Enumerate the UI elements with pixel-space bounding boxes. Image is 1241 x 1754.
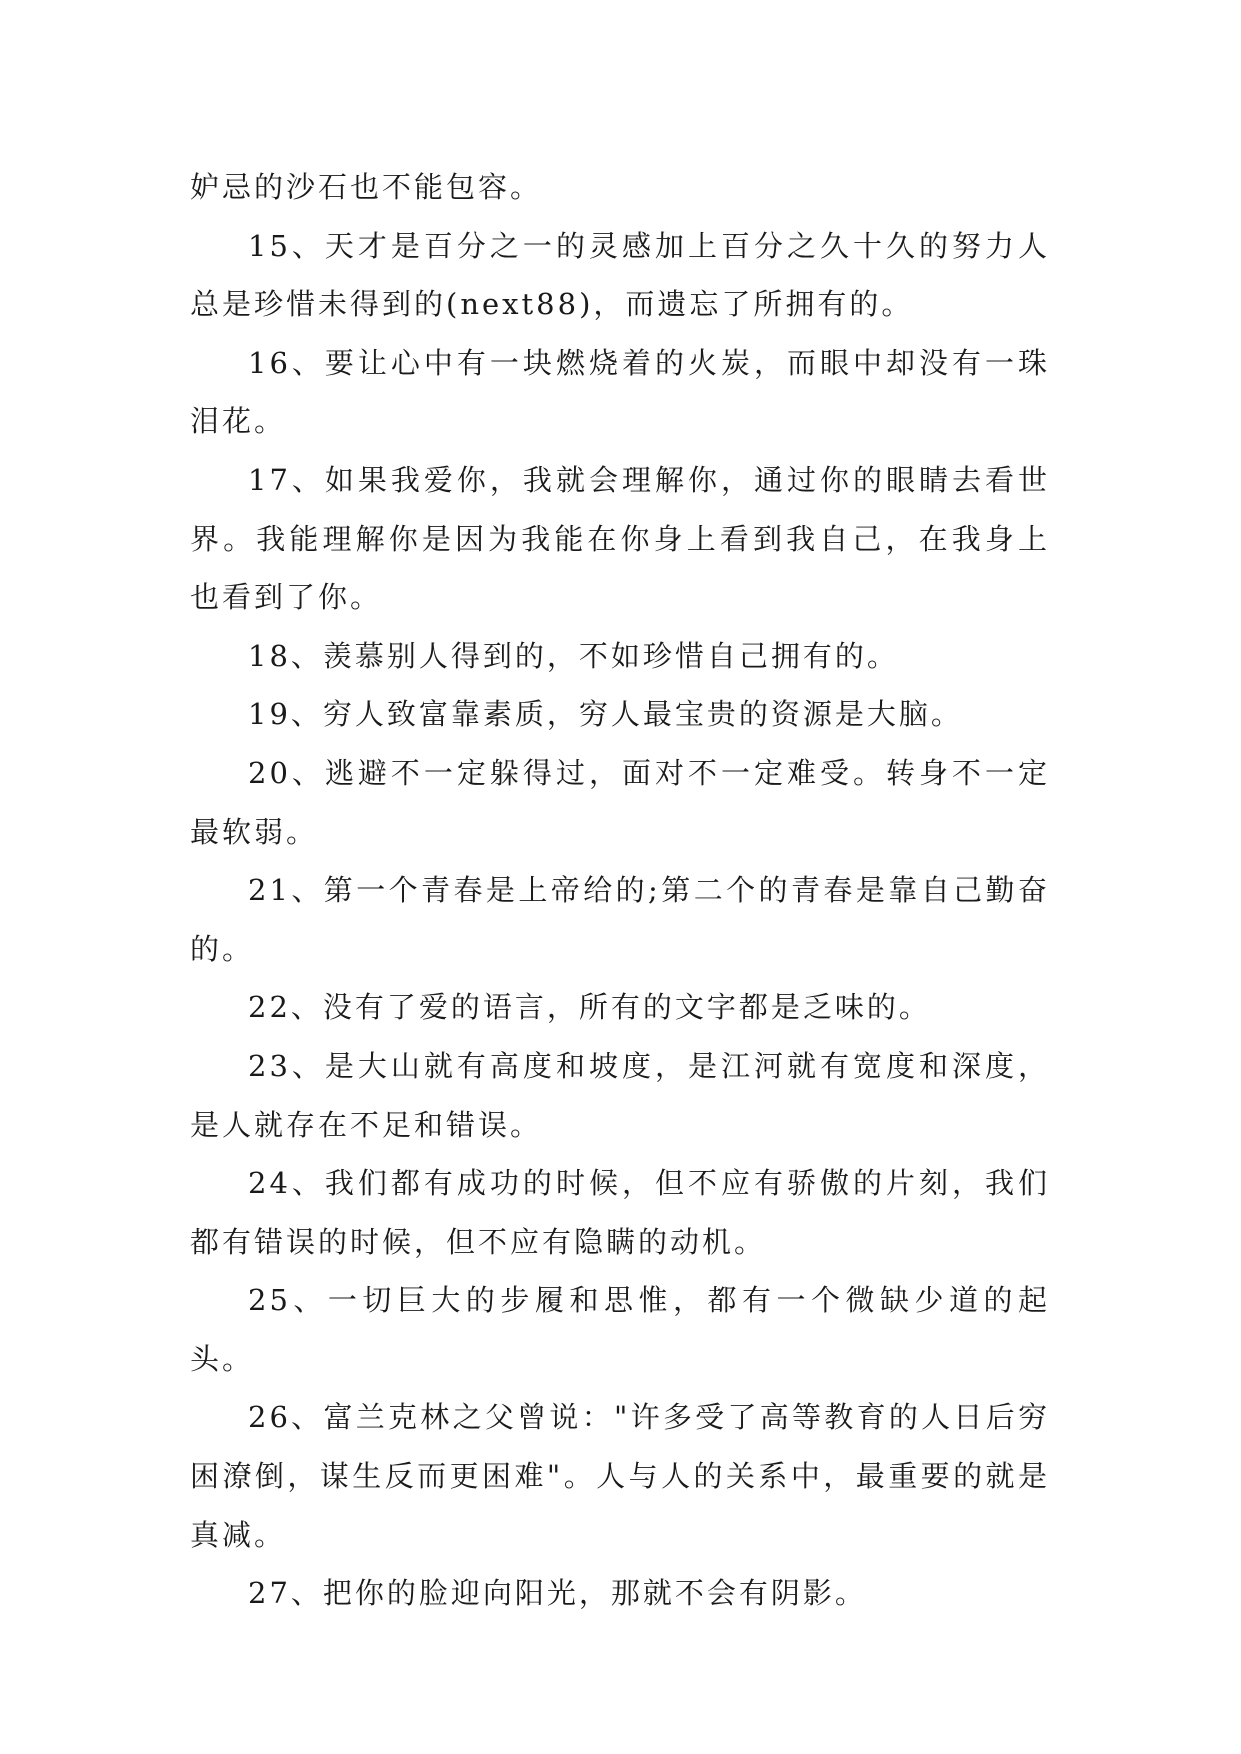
quote-24: 24、我们都有成功的时候，但不应有骄傲的片刻，我们都有错误的时候，但不应有隐瞒的动机。 [190,1166,1050,1259]
quote-21: 21、第一个青春是上帝给的;第二个的青春是靠自己勤奋的。 [190,873,1050,966]
quote-19: 19、穷人致富靠素质，穷人最宝贵的资源是大脑。 [248,697,963,732]
quote-16: 16、要让心中有一块燃烧着的火炭，而眼中却没有一珠泪花。 [190,345,1050,439]
quote-25: 25、一切巨大的步履和思惟，都有一个微缺少道的起头。 [190,1283,1050,1376]
quote-23: 23、是大山就有高度和坡度，是江河就有宽度和深度，是人就存在不足和错误。 [190,1048,1050,1142]
document-body [190,158,1050,1623]
quote-26: 26、富兰克林之父曾说："许多受了高等教育的人日后穷困潦倒，谋生反而更困难"。人与人的关系中，最重要的就是真减。 [190,1400,1050,1552]
quote-27: 27、把你的脸迎向阳光，那就不会有阴影。 [248,1576,867,1611]
quote-18: 18、羡慕别人得到的，不如珍惜自己拥有的。 [248,638,899,673]
paragraph-continuation: 妒忌的沙石也不能包容。 [190,170,543,204]
quote-17: 17、如果我爱你，我就会理解你，通过你的眼睛去看世界。我能理解你是因为我能在你身上看到我自己，在我身上也看到了你。 [190,462,1050,615]
quote-15: 15、天才是百分之一的灵感加上百分之久十久的努力人总是珍惜未得到的(next88)，而遗忘了所拥有的。 [190,228,1050,322]
quote-22: 22、没有了爱的语言，所有的文字都是乏味的。 [248,990,931,1025]
quote-20: 20、逃避不一定躲得过，面对不一定难受。转身不一定最软弱。 [190,755,1050,849]
